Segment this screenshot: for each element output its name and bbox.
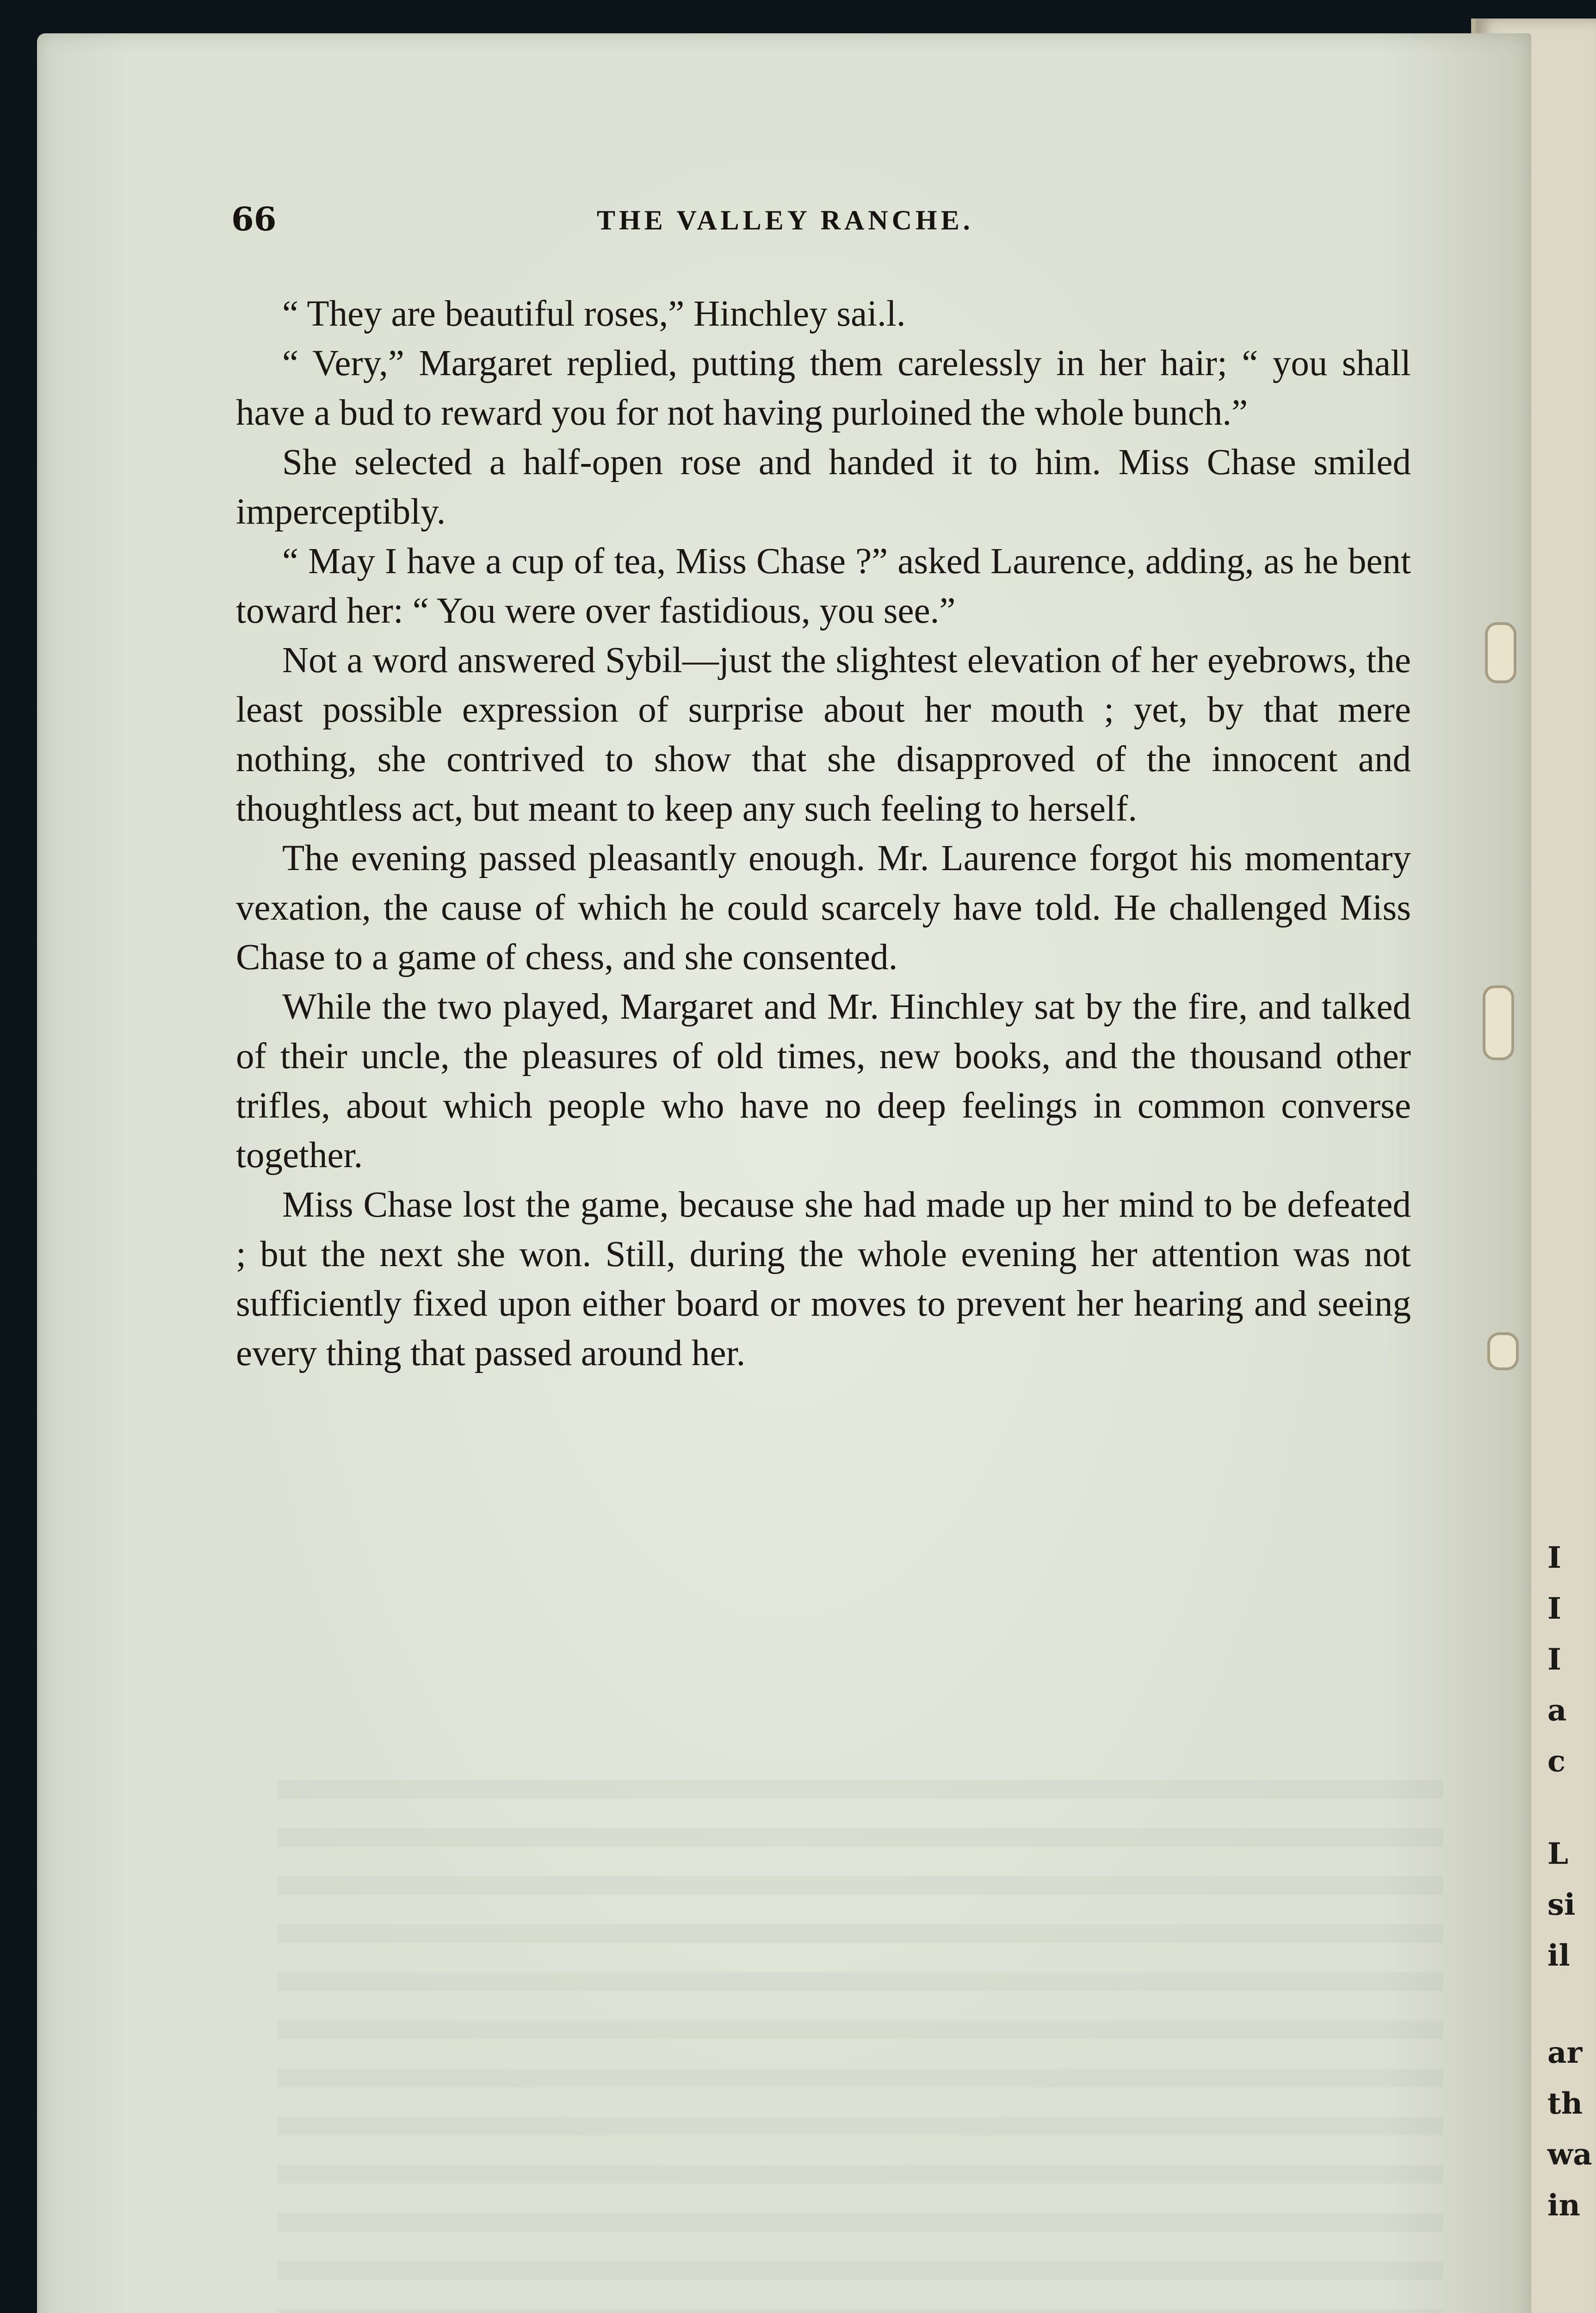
- facing-page-fragment: ar: [1547, 2035, 1583, 2070]
- paragraph: While the two played, Margaret and Mr. Hinchley sat by the fire, and talked of their uncle, the pleasures of old times, new books, and the thousand other trifles, about which people who have no deep feelings in common converse together.: [236, 987, 1411, 1175]
- paragraph: “ May I have a cup of tea, Miss Chase ?” asked Laurence, adding, as he bent toward her: “ You were over fastidious, you see.”: [236, 541, 1411, 631]
- facing-page-fragment: I: [1547, 1540, 1561, 1575]
- facing-page-fragment: si: [1547, 1887, 1576, 1922]
- running-head: THE VALLEY RANCHE.: [597, 205, 974, 235]
- facing-page-fragment: a: [1547, 1693, 1567, 1728]
- paragraph: “ Very,” Margaret replied, putting them carelessly in her hair; “ you shall have a bud to reward you for not having purloined the whole bunch.”: [236, 343, 1411, 433]
- facing-page-fragment: wa: [1547, 2137, 1592, 2172]
- paragraph: The evening passed pleasantly enough. Mr. Laurence forgot his momentary vexation, the cause of which he could scarcely have told. He challenged Miss Chase to a game of chess, and she consented.: [236, 838, 1411, 977]
- show-through-texture: [278, 1773, 1443, 2313]
- paragraph: She selected a half-open rose and handed it to him. Miss Chase smiled imperceptibly.: [236, 442, 1411, 532]
- paragraph: Not a word answered Sybil—just the slightest elevation of her eyebrows, the least possible expression of surprise about her mouth ; yet, by that mere nothing, she contrived to show that she disapproved of the innocent and thoughtless act, but meant to keep any such feeling to herself.: [236, 640, 1411, 829]
- facing-page-fragment: in: [1547, 2188, 1580, 2223]
- paragraph: “ They are beautiful roses,” Hinchley sai.l.: [282, 294, 906, 334]
- facing-page-fragment: L: [1547, 1837, 1568, 1871]
- facing-page-fragment: c: [1547, 1744, 1565, 1779]
- paragraph: Miss Chase lost the game, because she had made up her mind to be defeated ; but the next she won. Still, during the whole evening her attention was not sufficiently fixed upon either board or moves to prevent her hearing and seeing every thing that passed around her.: [236, 1185, 1411, 1373]
- page-header: [231, 200, 1434, 241]
- facing-page-fragment: I: [1547, 1642, 1561, 1677]
- facing-page-fragment: th: [1547, 2086, 1583, 2121]
- page-body: [236, 289, 1411, 1378]
- binding-stitch: [1487, 1332, 1519, 1370]
- facing-page-fragment: I: [1547, 1591, 1561, 1626]
- binding-stitch: [1485, 622, 1516, 683]
- page-number: 66: [231, 200, 277, 238]
- binding-stitch: [1483, 985, 1514, 1060]
- facing-page-fragment: il: [1547, 1938, 1570, 1973]
